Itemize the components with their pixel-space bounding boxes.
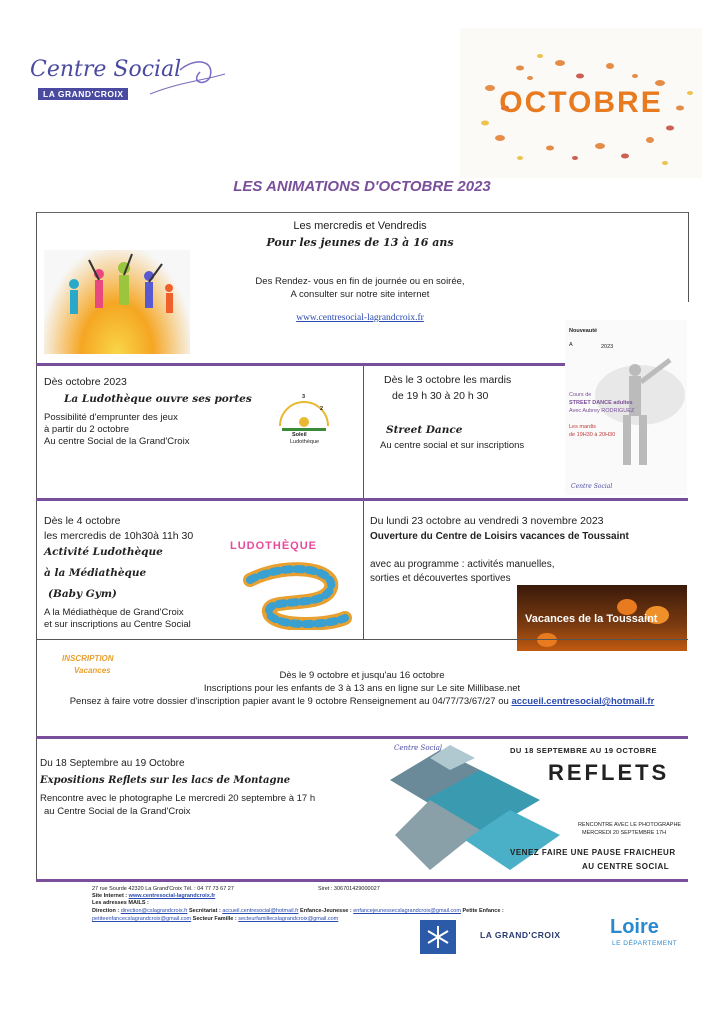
footer-dir-email[interactable]: direction@cslagrandcroix.fr bbox=[120, 908, 188, 914]
caf-logo bbox=[420, 920, 456, 954]
inscription-badge-line2: Vacances bbox=[74, 666, 111, 675]
media-line2: les mercredis de 10h30à 11h 30 bbox=[44, 530, 194, 542]
poster-line4: AU CENTRE SOCIAL bbox=[582, 862, 670, 871]
expo-date: Du 18 Septembre au 19 Octobre bbox=[40, 758, 185, 769]
youth-website-link[interactable]: www.centresocial-lagrandcroix.fr bbox=[296, 313, 424, 323]
poster-line1: RENCONTRE AVEC LE PHOTOGRAPHE bbox=[578, 822, 682, 828]
frame-left-border bbox=[36, 212, 37, 882]
ludo-logo bbox=[272, 396, 336, 446]
ludo-logo-num1: 3 bbox=[302, 394, 306, 400]
expo-line1: Rencontre avec le photographe Le mercredi 20 septembre à 17 h bbox=[40, 793, 316, 804]
poster-logo: Centre Social bbox=[394, 744, 443, 752]
media-title2: à la Médiathèque bbox=[44, 567, 147, 579]
reflets-poster bbox=[390, 740, 686, 876]
loire-logo-word: Loire bbox=[610, 916, 659, 938]
flyer-line3: 2023 bbox=[601, 344, 614, 350]
media-title1: Activité Ludothèque bbox=[44, 546, 163, 558]
inscription-line2: Inscriptions pour les enfants de 3 à 13 ans en ligne sur Le site Millibase.net bbox=[203, 683, 521, 694]
ludo-title: La Ludothèque ouvre ses portes bbox=[64, 393, 252, 405]
flyer-line8: de 19H30 à 20H30 bbox=[569, 432, 616, 438]
youth-line3: Des Rendez- vous en fin de journée ou en soirée, bbox=[255, 276, 465, 287]
inscription-line3-text: Pensez à faire votre dossier d'inscription papier avant le 9 octobre Renseignement au 04/77/73/67/27 ou bbox=[69, 696, 512, 707]
footer-emails-row2 bbox=[92, 916, 692, 923]
media-line4: et sur inscriptions au Centre Social bbox=[44, 619, 191, 630]
flyer-logo: Centre Social bbox=[571, 483, 613, 490]
footer-mails-label: Les adresses MAILS : bbox=[92, 900, 149, 906]
street-line2: de 19 h 30 à 20 h 30 bbox=[392, 390, 489, 402]
flyer-line7: Les mardis bbox=[569, 424, 596, 430]
footer-enf-label: Enfance-Jeunesse : bbox=[298, 908, 354, 914]
youth-line4: A consulter sur notre site internet bbox=[290, 289, 430, 300]
frame-right-border bbox=[688, 212, 689, 302]
divider-vertical-1 bbox=[363, 366, 364, 498]
divider-4 bbox=[36, 736, 688, 739]
footer-siret: Siret : 306701429000027 bbox=[318, 886, 380, 892]
ludo-logo-word2: Ludothèque bbox=[290, 439, 320, 445]
caf-snowflake-icon bbox=[420, 920, 456, 954]
toussaint-line3: avec au programme : activités manuelles, bbox=[370, 559, 555, 570]
logo-subtitle: LA GRAND'CROIX bbox=[38, 88, 128, 100]
poster-date: DU 18 SEPTEMBRE AU 19 OCTOBRE bbox=[510, 746, 658, 755]
frame-top-border bbox=[36, 212, 688, 213]
footer-dir-label: Direction : bbox=[92, 908, 121, 914]
logo-text: Centre Social bbox=[30, 57, 182, 82]
media-title3: (Baby Gym) bbox=[48, 588, 117, 600]
street-title: Street Dance bbox=[386, 424, 463, 436]
street-dance-flyer bbox=[565, 320, 687, 495]
board-game-icon bbox=[230, 540, 360, 630]
toussaint-image-text: Vacances de la Toussaint bbox=[525, 613, 658, 625]
ludotheque-board-game bbox=[230, 540, 360, 630]
ludo-logo-num2: 2 bbox=[320, 406, 324, 412]
dancers-silhouette-icon bbox=[44, 250, 190, 354]
street-line1: Dès le 3 octobre les mardis bbox=[384, 374, 512, 386]
octobre-banner bbox=[460, 28, 702, 178]
expo-line2: au Centre Social de la Grand'Croix bbox=[44, 806, 191, 817]
divider-1 bbox=[36, 363, 566, 366]
street-line3: Au centre social et sur inscriptions bbox=[380, 440, 525, 451]
footer-sec-label: Secrétariat : bbox=[187, 908, 223, 914]
footer-site-label: Site Internet : bbox=[92, 893, 129, 899]
ludo-line1: Possibilité d'emprunter des jeux bbox=[44, 412, 178, 423]
loire-logo-sub: LE DÉPARTEMENT bbox=[612, 940, 678, 947]
board-game-word: LUDOTHÈQUE bbox=[230, 540, 317, 552]
flyer-line4: Cours de bbox=[569, 392, 592, 398]
poster-line3: VENEZ FAIRE UNE PAUSE FRAICHEUR bbox=[510, 848, 676, 857]
media-line3: A la Médiathèque de Grand'Croix bbox=[44, 607, 184, 618]
poster-title: REFLETS bbox=[548, 760, 670, 785]
expo-title: Expositions Reflets sur les lacs de Montagne bbox=[40, 775, 291, 786]
footer-pe-label: Petite Enfance : bbox=[460, 908, 504, 914]
youth-line2: Pour les jeunes de 13 à 16 ans bbox=[266, 236, 454, 249]
divider-3 bbox=[36, 639, 688, 640]
divider-5 bbox=[36, 879, 688, 882]
ludo-date: Dès octobre 2023 bbox=[44, 376, 127, 388]
footer-pe-email[interactable]: petiteenfancecslagrandcroix@gmail.com bbox=[92, 916, 192, 922]
toussaint-line4: sorties et découvertes sportives bbox=[370, 573, 511, 584]
octobre-word: OCTOBRE bbox=[499, 86, 663, 119]
footer-sec-email[interactable]: accueil.centresocial@hotmail.fr bbox=[222, 908, 299, 914]
ludo-line3: Au centre Social de la Grand'Croix bbox=[44, 436, 190, 447]
ludo-logo-word1: Soleil bbox=[292, 432, 307, 438]
divider-vertical-2 bbox=[363, 501, 364, 639]
flyer-line2: A bbox=[569, 342, 573, 348]
page-title: LES ANIMATIONS D'OCTOBRE 2023 bbox=[233, 178, 491, 195]
footer-emails-row bbox=[92, 908, 692, 915]
flyer-line5: STREET DANCE adultes bbox=[569, 400, 633, 406]
inscription-line1: Dès le 9 octobre et jusqu'au 16 octobre bbox=[279, 670, 445, 681]
footer-fam-label: Secteur Famille : bbox=[191, 916, 239, 922]
flyer-line1: Nouveauté bbox=[569, 328, 598, 334]
footer-fam-email[interactable]: secteurfamillecslagrandcroix@gmail.com bbox=[238, 916, 339, 922]
toussaint-image bbox=[517, 585, 687, 651]
media-line1: Dès le 4 octobre bbox=[44, 515, 121, 527]
grand-croix-logo: LA GRAND'CROIX bbox=[480, 930, 561, 940]
footer-site-row bbox=[92, 893, 215, 900]
footer-site-link[interactable]: www.centresocial-lagrandcroix.fr bbox=[128, 893, 216, 899]
footer-address: 27 rue Sourde 42320 La Grand'Croix Tél. : 04 77 73 67 27 bbox=[92, 886, 234, 892]
toussaint-line2: Ouverture du Centre de Loisirs vacances de Toussaint bbox=[370, 531, 629, 542]
youth-line1: Les mercredis et Vendredis bbox=[293, 220, 427, 232]
inscription-line3 bbox=[36, 696, 688, 708]
toussaint-line1: Du lundi 23 octobre au vendredi 3 novembre 2023 bbox=[370, 515, 604, 527]
flyer-line6: Avec Aubrey RODRIGUEZ bbox=[569, 408, 635, 414]
poster-line2: MERCREDI 20 SEPTEMBRE 17H bbox=[582, 830, 667, 836]
footer-enf-email[interactable]: enfancejeunessecslagrandcroix@gmail.com bbox=[353, 908, 461, 914]
inscription-badge-line1: INSCRIPTION bbox=[62, 654, 114, 663]
youth-photo bbox=[44, 250, 190, 354]
divider-2 bbox=[36, 498, 688, 501]
centre-social-logo bbox=[30, 52, 230, 112]
ludo-line2: à partir du 2 octobre bbox=[44, 424, 130, 435]
inscription-email-link[interactable]: accueil.centresocial@hotmail.fr bbox=[511, 696, 655, 707]
